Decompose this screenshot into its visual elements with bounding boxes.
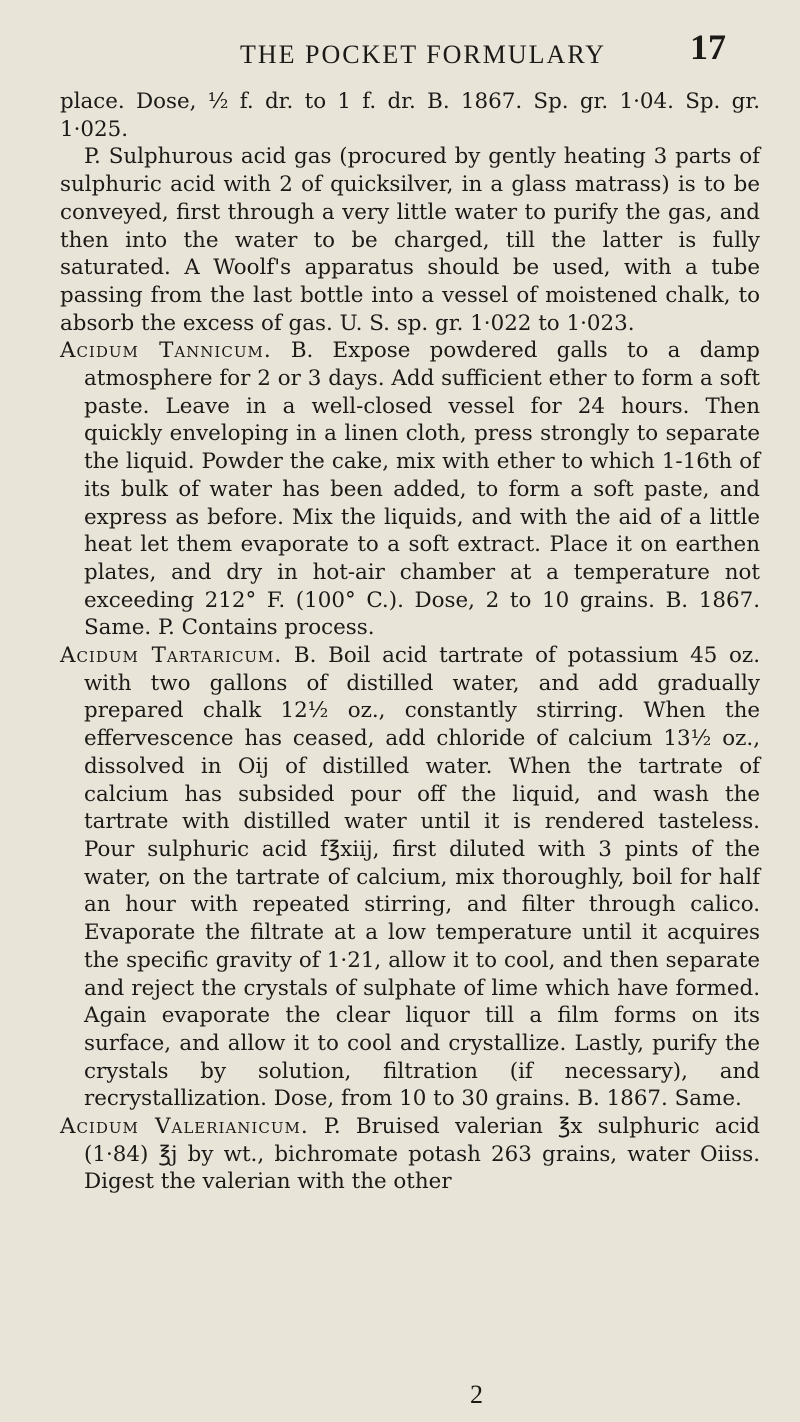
entry-heading: Acidum Tartaricum. (60, 643, 283, 669)
running-title: THE POCKET FORMULARY (240, 40, 607, 69)
signature-mark: 2 (470, 1380, 483, 1409)
page-number: 17 (690, 27, 726, 67)
running-head (0, 18, 800, 78)
entry-text: P. Bruised valerian ℥x sulphuric acid (1·84) ℥j by wt., bichromate potash 263 grains, water Oiiss. Digest the valerian with the other (84, 1114, 760, 1195)
page-body (60, 88, 760, 1196)
paragraph-text: place. Dose, ½ f. dr. to 1 f. dr. B. 1867. Sp. gr. 1·04. Sp. gr. 1·025. (60, 89, 760, 142)
paragraph-continuation (60, 88, 760, 143)
entry-text: B. Expose powdered galls to a damp atmosphere for 2 or 3 days. Add sufficient ether to form a soft paste. Leave in a well-closed vessel for 24 hours. Then quickly enveloping in a linen cloth, press strongly to separate the liquid. Powder the cake, mix with ether to which 1-16th of its bulk of water has been added, to form a soft paste, and express as before. Mix the liquids, and with the aid of a little heat let them evaporate to a soft extract. Place it on earthen plates, and dry in hot-air chamber at a temperature not exceeding 212° F. (100° C.). Dose, 2 to 10 grains. B. 1867. Same. P. Contains process. (84, 338, 760, 641)
entry-acidum-tartaricum (60, 642, 760, 1113)
entry-text: B. Boil acid tartrate of potassium 45 oz. with two gallons of distilled water, and add gradually prepared chalk 12½ oz., constantly stirring. When the effervescence has ceased, add chloride of calcium 13½ oz., dissolved in Oij of distilled water. When the tartrate of calcium has subsided pour off the liquid, and wash the tartrate with distilled water until it is rendered tasteless. Pour sulphuric acid f℥xiij, first diluted with 3 pints of the water, on the tartrate of calcium, mix thoroughly, boil for half an hour with repeated stirring, and filter through calico. Evaporate the filtrate at a low temperature until it acquires the specific gravity of 1·21, allow it to cool, and then separate and reject the crystals of sulphate of lime which have formed. Again evaporate the clear liquor till a film forms on its surface, and allow it to cool and crystallize. Lastly, purify the crystals by solution, filtration (if necessary), and recrystallization. Dose, from 10 to 30 grains. B. 1867. Same. (84, 643, 760, 1112)
paragraph-text: P. Sulphurous acid gas (procured by gently heating 3 parts of sulphuric acid with 2 of quicksilver, in a glass matrass) is to be conveyed, first through a very little water to purify the gas, and then into the water to be charged, till the latter is fully saturated. A Woolf's apparatus should be used, with a tube passing from the last bottle into a vessel of moistened chalk, to absorb the excess of gas. U. S. sp. gr. 1·022 to 1·023. (60, 144, 760, 336)
entry-acidum-tannicum (60, 337, 760, 642)
paragraph-sulphurous-process (60, 143, 760, 337)
entry-heading: Acidum Tannicum. (60, 338, 272, 364)
entry-heading: Acidum Valerianicum. (60, 1114, 309, 1140)
entry-acidum-valerianicum (60, 1113, 760, 1196)
